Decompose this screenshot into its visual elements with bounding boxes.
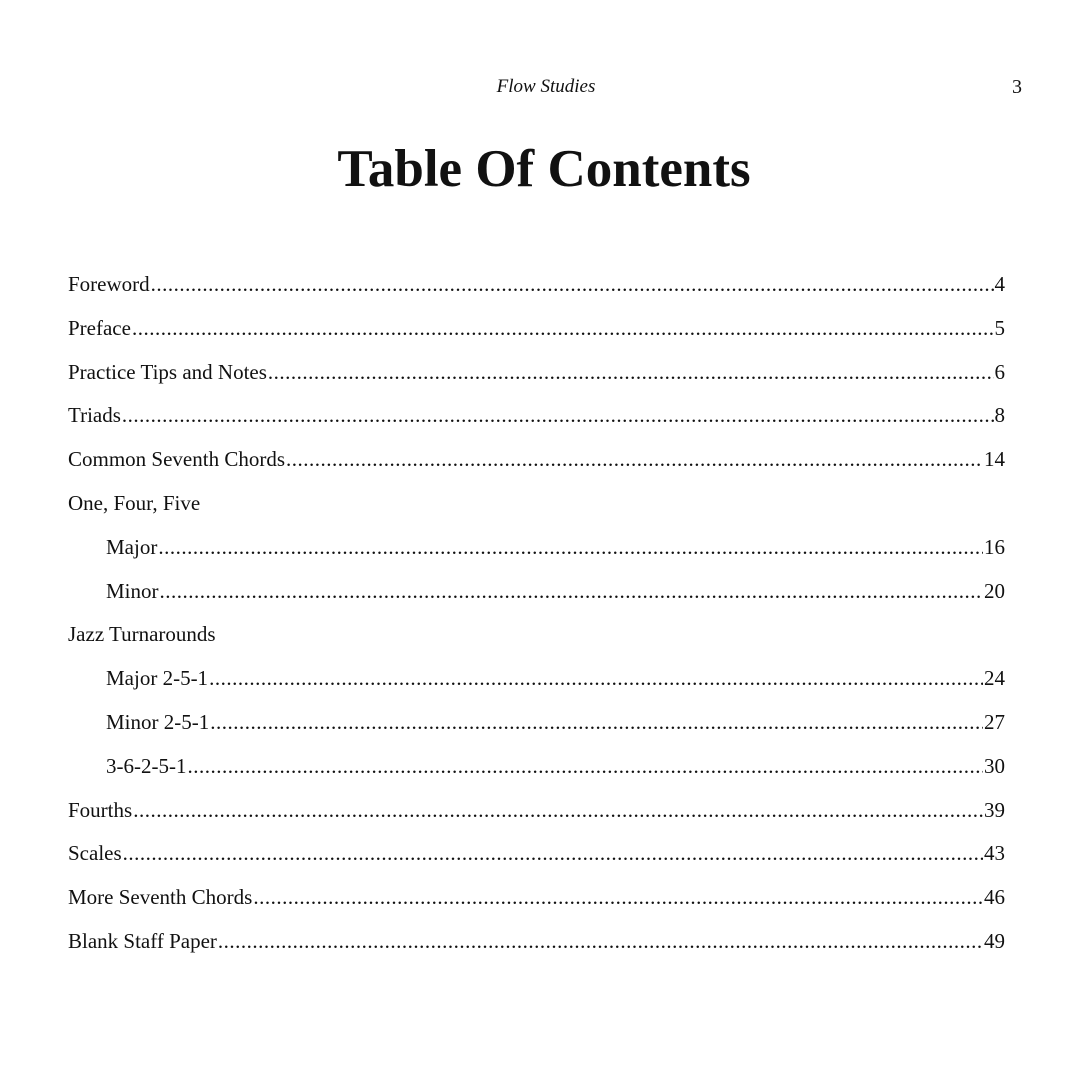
toc-entry-label: Major 2-5-1: [106, 666, 209, 691]
toc-entry-page-number: 24: [984, 666, 1005, 691]
toc-entry-label: One, Four, Five: [68, 490, 201, 515]
toc-section-heading: [68, 485, 1005, 529]
toc-entry[interactable]: [68, 397, 1005, 441]
toc-entry[interactable]: [68, 704, 1005, 748]
toc-entry[interactable]: [68, 835, 1005, 879]
toc-list: [68, 266, 1005, 967]
toc-entry-page-number: 27: [984, 709, 1005, 734]
toc-entry-label: 3-6-2-5-1: [106, 753, 187, 778]
toc-entry-label: Foreword: [68, 272, 150, 296]
dot-leader: [268, 354, 994, 390]
toc-entry-label: Minor: [106, 578, 159, 603]
toc-entry-label: Practice Tips and Notes: [68, 359, 267, 384]
toc-entry-page-number: 4: [994, 272, 1005, 296]
toc-entry-label: Major: [106, 534, 158, 559]
toc-entry-label: Jazz Turnarounds: [68, 622, 216, 647]
toc-entry[interactable]: [68, 266, 1005, 310]
toc-entry-page-number: 14: [984, 447, 1005, 472]
toc-entry-page-number: 6: [994, 359, 1005, 384]
toc-entry[interactable]: [68, 923, 1005, 967]
dot-leader: [133, 792, 983, 828]
toc-entry-label: Minor 2-5-1: [106, 709, 210, 734]
dot-leader: [132, 310, 994, 346]
dot-leader: [151, 266, 994, 302]
dot-leader: [209, 660, 983, 696]
toc-entry-page-number: 5: [994, 315, 1005, 340]
page-number: 3: [1012, 76, 1022, 98]
toc-entry-label: Triads: [68, 403, 121, 428]
toc-entry-page-number: 16: [984, 534, 1005, 559]
dot-leader: [158, 529, 983, 565]
toc-entry[interactable]: [68, 354, 1005, 398]
toc-entry-label: Preface: [68, 315, 131, 340]
dot-leader: [253, 879, 983, 915]
toc-entry[interactable]: [68, 660, 1005, 704]
toc-entry-label: Blank Staff Paper: [68, 928, 217, 953]
toc-entry[interactable]: [68, 310, 1005, 354]
toc-entry[interactable]: [68, 441, 1005, 485]
running-header: [0, 74, 1080, 100]
toc-entry[interactable]: [68, 879, 1005, 923]
toc-entry-page-number: 30: [984, 753, 1005, 778]
toc-entry-page-number: 49: [984, 928, 1005, 953]
toc-entry-page-number: 8: [994, 403, 1005, 428]
book-title: Flow Studies: [496, 76, 596, 97]
toc-entry[interactable]: [68, 529, 1005, 573]
toc-entry[interactable]: [68, 573, 1005, 617]
dot-leader: [286, 441, 983, 477]
toc-entry-page-number: 43: [984, 841, 1005, 866]
toc-entry[interactable]: [68, 792, 1005, 836]
toc-entry-label: Scales: [68, 841, 122, 866]
toc-entry-label: Common Seventh Chords: [68, 447, 286, 472]
dot-leader: [160, 573, 984, 609]
toc-entry[interactable]: [68, 748, 1005, 792]
toc-entry-page-number: 20: [984, 578, 1005, 603]
toc-entry-page-number: 46: [984, 885, 1005, 910]
toc-section-heading: [68, 616, 1005, 660]
dot-leader: [122, 397, 994, 433]
page-title: Table Of Contents: [337, 140, 751, 198]
dot-leader: [218, 923, 983, 959]
dot-leader: [123, 835, 983, 871]
dot-leader: [187, 748, 983, 784]
toc-entry-label: More Seventh Chords: [68, 885, 253, 910]
toc-entry-page-number: 39: [984, 797, 1005, 822]
toc-entry-label: Fourths: [68, 797, 133, 822]
dot-leader: [210, 704, 983, 740]
